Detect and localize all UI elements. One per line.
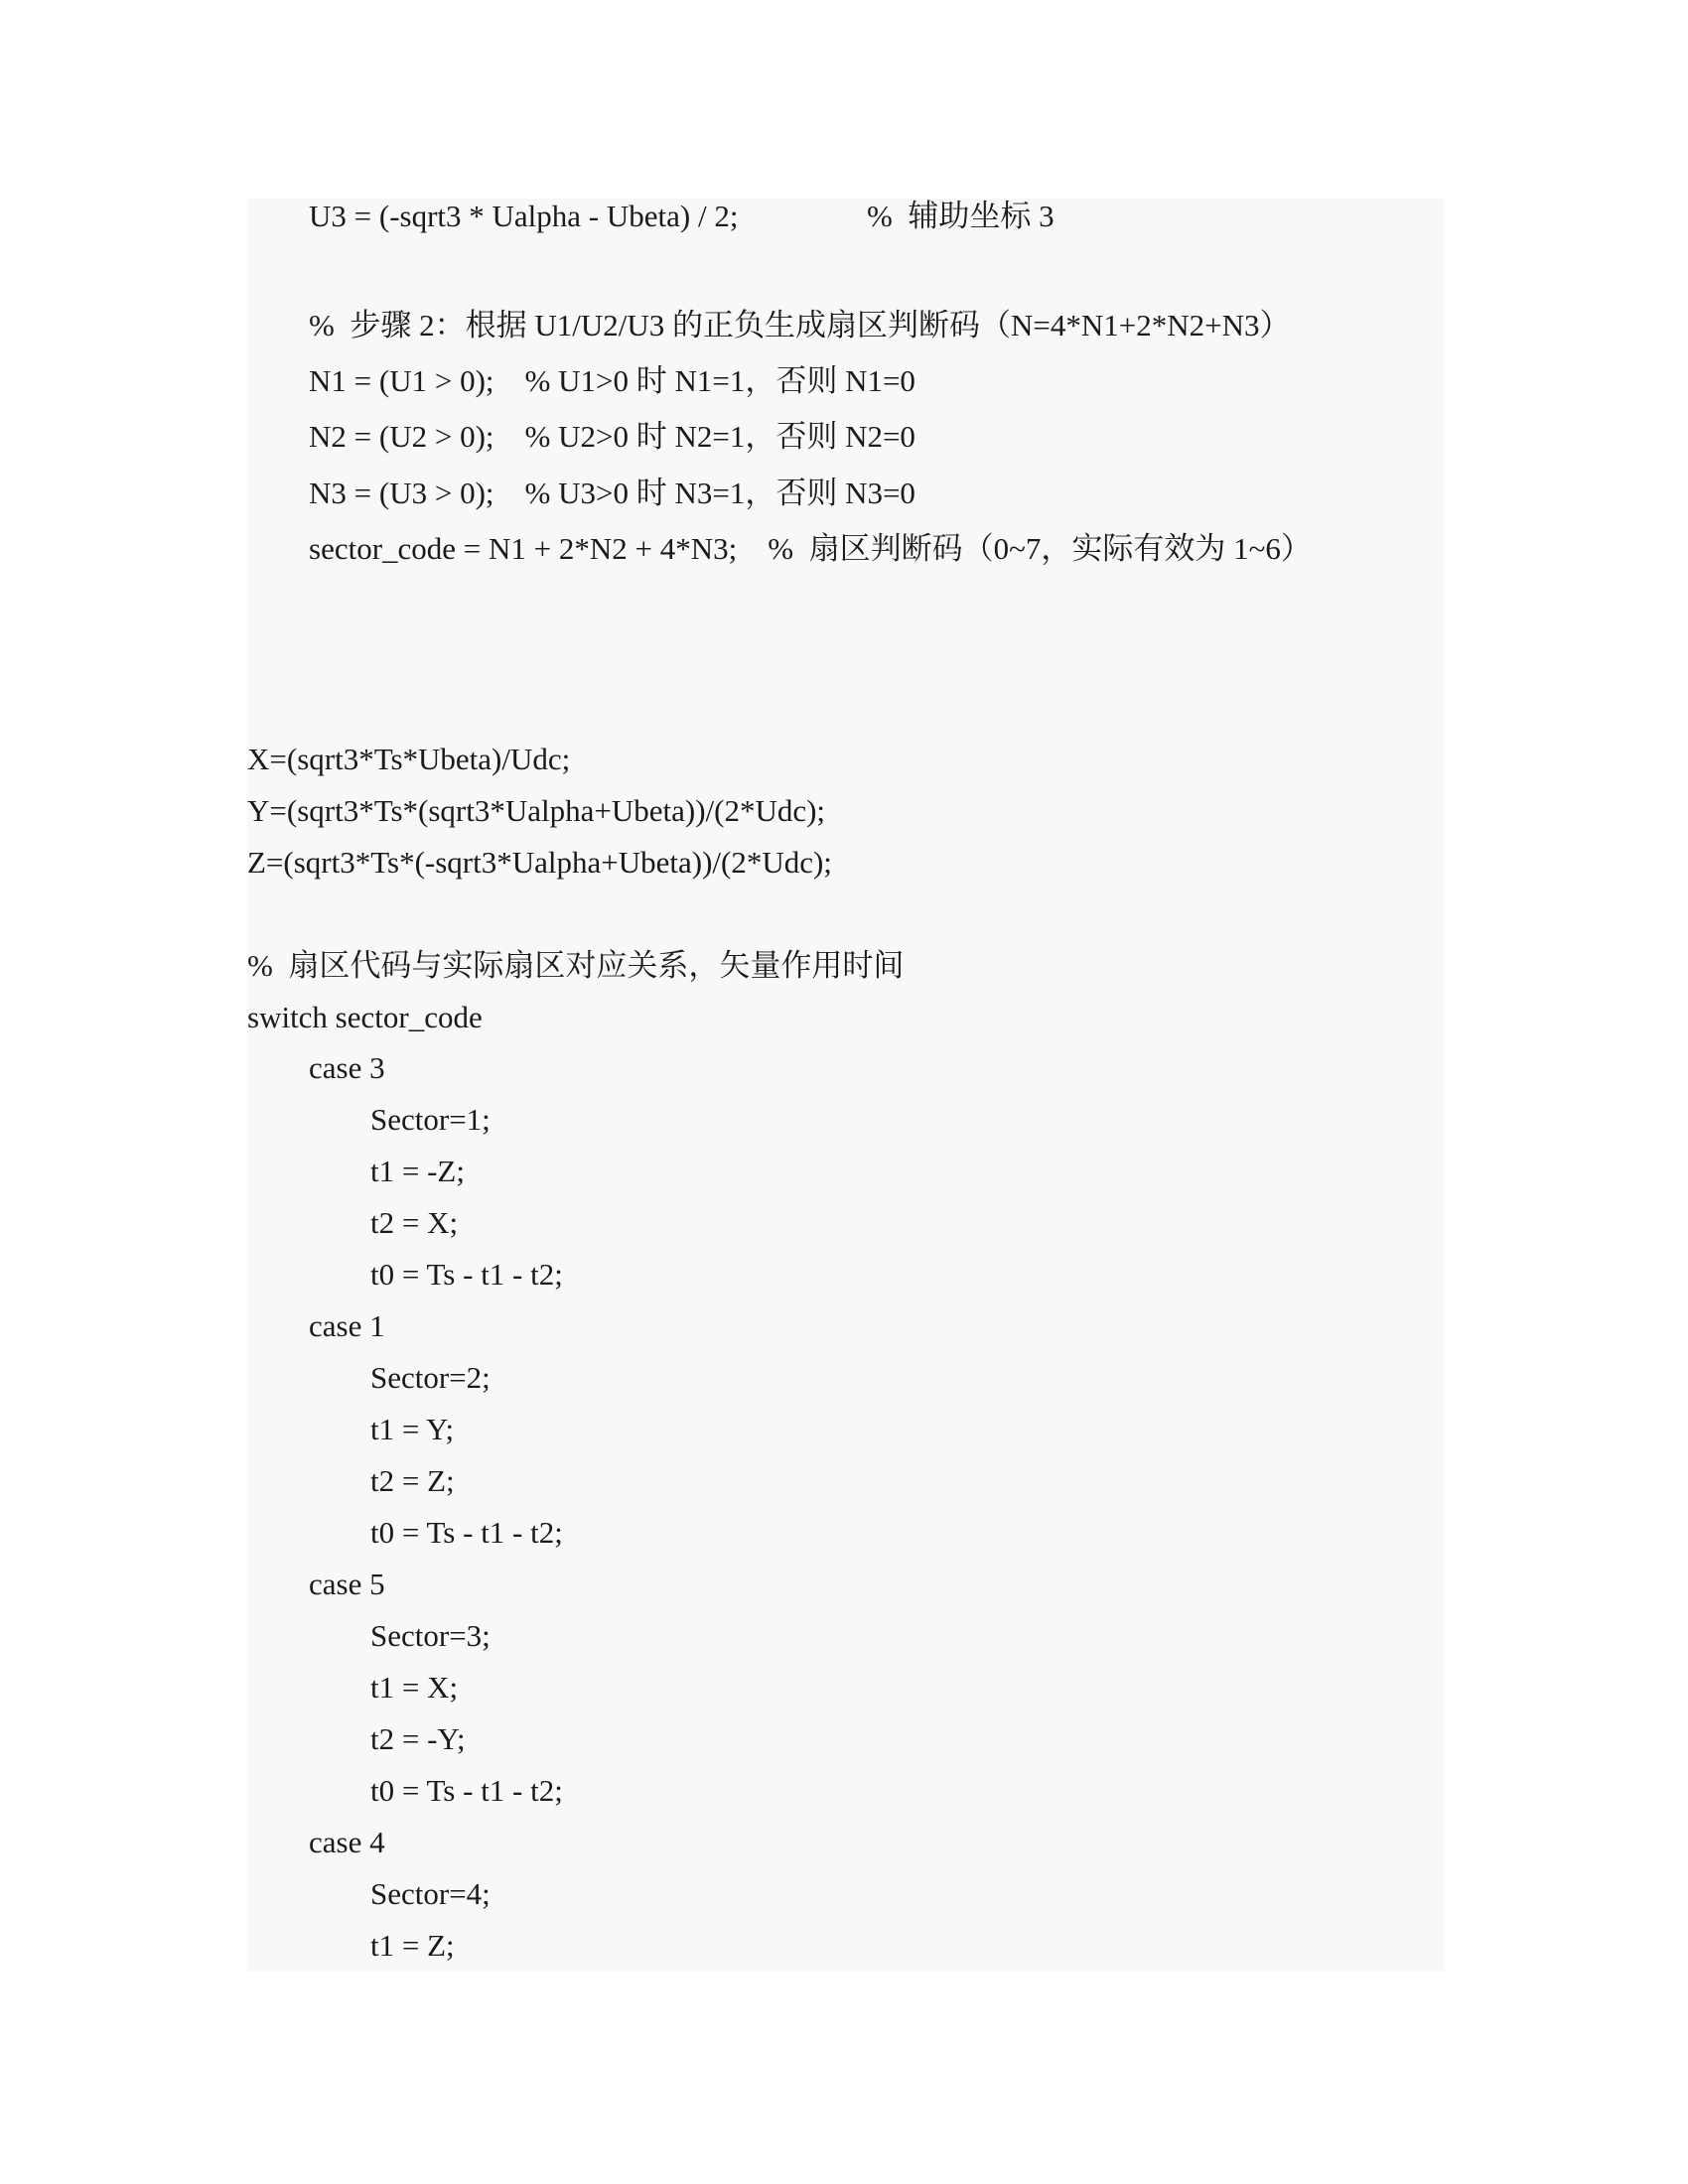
code-comment-step2: % 步骤 2：根据 U1/U2/U3 的正负生成扇区判断码（N=4*N1+2*N2+N3） <box>309 308 1291 342</box>
code-line-n2: N2 = (U2 > 0); % U2>0 时 N2=1，否则 N2=0 <box>309 419 915 454</box>
code-line-sector-assign: Sector=3; <box>370 1618 491 1653</box>
code-line-z: Z=(sqrt3*Ts*(-sqrt3*Ualpha+Ubeta))/(2*Udc); <box>247 845 832 880</box>
code-line-u3: U3 = (-sqrt3 * Ualpha - Ubeta) / 2; <box>309 199 739 233</box>
code-line-t0: t0 = Ts - t1 - t2; <box>370 1773 563 1808</box>
code-line-case: case 1 <box>309 1308 385 1343</box>
code-line-t2: t2 = X; <box>370 1205 459 1240</box>
code-line-sector-assign: Sector=1; <box>370 1102 491 1137</box>
code-line-n3: N3 = (U3 > 0); % U3>0 时 N3=1，否则 N3=0 <box>309 476 915 510</box>
code-line-y: Y=(sqrt3*Ts*(sqrt3*Ualpha+Ubeta))/(2*Udc); <box>247 793 826 828</box>
code-line-case: case 4 <box>309 1825 385 1859</box>
code-line-case: case 5 <box>309 1567 385 1601</box>
code-line-n1: N1 = (U1 > 0); % U1>0 时 N1=1，否则 N1=0 <box>309 363 915 398</box>
code-line-t0: t0 = Ts - t1 - t2; <box>370 1515 563 1550</box>
code-line-t2: t2 = Z; <box>370 1463 455 1498</box>
code-line-case: case 3 <box>309 1050 385 1085</box>
code-line-sector-assign: Sector=4; <box>370 1876 491 1911</box>
code-line-t1: t1 = Y; <box>370 1412 455 1446</box>
code-line-t0: t0 = Ts - t1 - t2; <box>370 1257 563 1292</box>
code-line-sector-assign: Sector=2; <box>370 1360 491 1395</box>
code-line-t1: t1 = Z; <box>370 1928 455 1963</box>
code-line-x: X=(sqrt3*Ts*Ubeta)/Udc; <box>247 742 571 776</box>
code-line-t2: t2 = -Y; <box>370 1721 466 1756</box>
code-comment-sector-map: % 扇区代码与实际扇区对应关系，矢量作用时间 <box>247 948 905 983</box>
code-line-sector-code: sector_code = N1 + 2*N2 + 4*N3; % 扇区判断码（0~7，实际有效为 1~6） <box>309 531 1312 566</box>
code-line-t1: t1 = X; <box>370 1670 459 1705</box>
code-comment-u3: % 辅助坐标 3 <box>867 199 1055 233</box>
code-line-t1: t1 = -Z; <box>370 1154 465 1188</box>
code-line-switch: switch sector_code <box>247 1000 483 1034</box>
